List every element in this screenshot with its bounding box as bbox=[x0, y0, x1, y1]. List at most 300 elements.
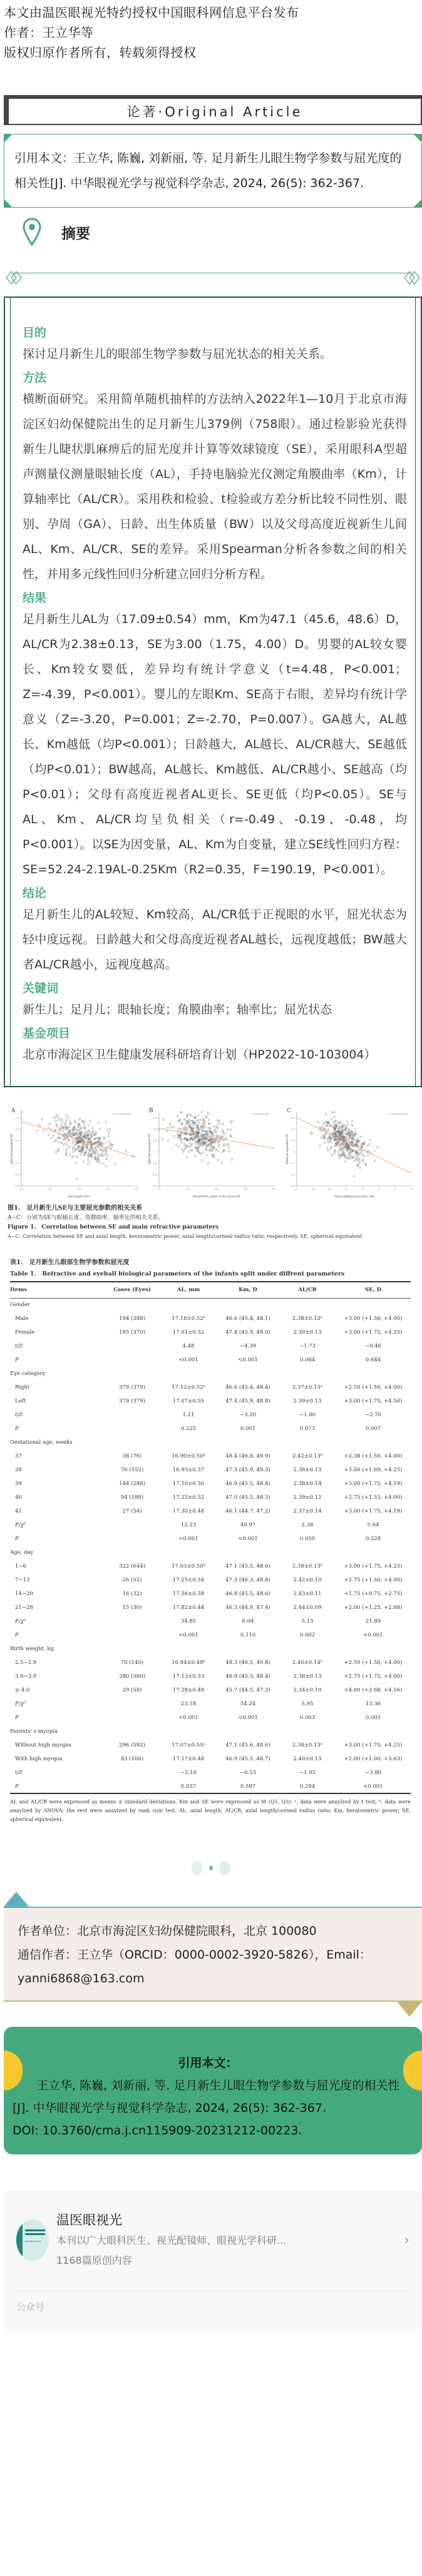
x-tick-label: 3.0 bbox=[394, 1188, 398, 1190]
table-cell: 17.22±0.52 bbox=[172, 1494, 205, 1501]
table-group-row bbox=[10, 1725, 411, 1738]
table-cell: 296 (592) bbox=[119, 1742, 145, 1748]
data-point bbox=[217, 1127, 219, 1129]
data-point bbox=[202, 1122, 204, 1124]
author-affiliation: 作者单位：北京市海淀区妇幼保健院眼科，北京 100080 bbox=[18, 1924, 317, 1938]
data-point bbox=[54, 1141, 56, 1143]
table-cell: +2.50 (+1.50, +4.00) bbox=[344, 1384, 403, 1391]
data-point bbox=[95, 1149, 97, 1150]
table-cell bbox=[160, 1725, 217, 1738]
data-point bbox=[337, 1154, 339, 1155]
data-point bbox=[230, 1136, 232, 1138]
data-point bbox=[214, 1139, 216, 1141]
data-point bbox=[103, 1148, 105, 1150]
data-point bbox=[218, 1142, 220, 1143]
data-point bbox=[208, 1113, 210, 1115]
table-cell bbox=[104, 1408, 160, 1422]
data-point bbox=[324, 1135, 326, 1137]
data-point bbox=[54, 1117, 56, 1118]
y-tick-label: -2.00 bbox=[152, 1162, 157, 1165]
data-point bbox=[355, 1155, 357, 1157]
data-point bbox=[72, 1132, 74, 1133]
data-point bbox=[41, 1118, 43, 1120]
data-point bbox=[332, 1126, 334, 1128]
table-cell: 21.89 bbox=[365, 1618, 381, 1625]
data-point bbox=[211, 1155, 213, 1157]
data-point bbox=[327, 1139, 329, 1141]
table-cell bbox=[104, 1780, 160, 1793]
data-point bbox=[80, 1128, 81, 1130]
data-point bbox=[205, 1117, 207, 1118]
data-point bbox=[364, 1149, 366, 1150]
table-cell bbox=[336, 1436, 411, 1449]
data-point bbox=[344, 1129, 346, 1131]
table-stat-row bbox=[10, 1697, 411, 1711]
data-point bbox=[221, 1129, 223, 1131]
data-point bbox=[219, 1123, 220, 1125]
table-cell: 2.39±0.13 bbox=[293, 1398, 322, 1404]
data-point bbox=[79, 1146, 81, 1148]
data-point bbox=[177, 1137, 179, 1138]
data-point bbox=[71, 1138, 73, 1140]
data-point bbox=[202, 1152, 203, 1154]
data-point bbox=[190, 1145, 192, 1147]
data-point bbox=[163, 1118, 165, 1120]
table-cell bbox=[104, 1628, 160, 1642]
table-cell: 2.38±0.13 bbox=[293, 1673, 322, 1680]
table-1 bbox=[10, 1257, 411, 1824]
section-text: 北京市海淀区卫生健康发展科研培育计划（HP2022-10-103004） bbox=[23, 1048, 376, 1062]
data-point bbox=[210, 1135, 212, 1137]
table-cell: <0.001 bbox=[178, 1715, 198, 1721]
table-cell: <0.001 bbox=[238, 1536, 258, 1542]
data-point bbox=[322, 1125, 324, 1127]
author-info-box bbox=[4, 1892, 422, 2017]
data-point bbox=[339, 1145, 341, 1147]
data-point bbox=[326, 1147, 328, 1149]
table-cell: 17.03±0.50ᵇ bbox=[172, 1563, 205, 1569]
table-cell: 2.42±0.13ᵇ bbox=[292, 1453, 323, 1459]
table-cell: <0.001 bbox=[238, 1357, 258, 1363]
table-cell: <0.001 bbox=[363, 1783, 383, 1790]
data-point bbox=[53, 1135, 54, 1137]
x-tick-label: 2.4 bbox=[344, 1188, 348, 1190]
column-header: Cases (Eyes) bbox=[104, 1282, 160, 1298]
data-point bbox=[188, 1121, 190, 1123]
data-point bbox=[344, 1148, 346, 1150]
data-point bbox=[219, 1136, 220, 1138]
table-cell: 47.1 (45.5, 48.6) bbox=[225, 1563, 270, 1569]
data-point bbox=[374, 1160, 376, 1162]
data-point bbox=[192, 1124, 194, 1126]
table-cell: <0.001 bbox=[178, 1357, 198, 1363]
table-cell: 83 (166) bbox=[120, 1756, 144, 1762]
data-point bbox=[368, 1155, 369, 1157]
table-cell: 48.3 (46.5, 49.8) bbox=[225, 1660, 270, 1666]
table-row bbox=[10, 1477, 411, 1491]
data-point bbox=[215, 1131, 217, 1133]
data-point bbox=[331, 1118, 332, 1120]
data-point bbox=[72, 1142, 74, 1144]
table-cell: +3.00 (+1.56, +4.00) bbox=[344, 1316, 403, 1322]
table-stat-row bbox=[10, 1615, 411, 1628]
data-point bbox=[354, 1128, 356, 1130]
data-point bbox=[63, 1143, 64, 1145]
data-point bbox=[373, 1150, 375, 1152]
data-point bbox=[86, 1132, 88, 1133]
diamond-ornament-icon bbox=[5, 270, 24, 287]
data-point bbox=[228, 1146, 230, 1148]
table-cell: 17.82±0.44 bbox=[172, 1605, 205, 1611]
location-pin-icon bbox=[23, 218, 41, 246]
data-point bbox=[91, 1127, 93, 1129]
data-point bbox=[73, 1156, 75, 1158]
data-point bbox=[177, 1133, 178, 1135]
data-point bbox=[58, 1142, 60, 1143]
data-point bbox=[208, 1133, 210, 1135]
account-name: 温医眼视光 bbox=[56, 2213, 122, 2228]
data-point bbox=[89, 1133, 91, 1135]
table-cell: 37 bbox=[15, 1453, 22, 1459]
table-cell: +3.00 (+1.75, +4.50) bbox=[344, 1398, 403, 1404]
table-cell: 2.39±0.12 bbox=[293, 1494, 322, 1501]
table-cell: 194 (388) bbox=[119, 1316, 145, 1322]
table-cell: −4.39 bbox=[239, 1343, 257, 1349]
data-point bbox=[205, 1154, 207, 1156]
data-point bbox=[64, 1123, 66, 1125]
data-point bbox=[56, 1125, 58, 1127]
data-point bbox=[195, 1143, 197, 1145]
data-point bbox=[202, 1125, 204, 1127]
data-table bbox=[10, 1281, 411, 1794]
column-header: Km, D bbox=[217, 1282, 279, 1298]
data-point bbox=[207, 1162, 209, 1164]
table-stat-row bbox=[10, 1628, 411, 1642]
data-point bbox=[224, 1133, 225, 1135]
y-tick-label: 6.00 bbox=[15, 1117, 19, 1120]
data-point bbox=[208, 1123, 210, 1125]
data-point bbox=[90, 1135, 92, 1137]
table-cell bbox=[160, 1546, 217, 1559]
chevron-right-icon[interactable]: › bbox=[404, 2232, 409, 2248]
table-cell: 47.4 (45.9, 49.0) bbox=[225, 1329, 270, 1336]
data-point bbox=[334, 1152, 336, 1154]
data-point bbox=[367, 1145, 369, 1147]
figure-caption-en: Figure 1. Correlation between SE and main refractive parameters bbox=[8, 1224, 219, 1230]
section-text: 新生儿；足月儿；眼轴长度；角膜曲率；轴率比；屈光状态 bbox=[23, 1003, 332, 1017]
data-point bbox=[105, 1165, 107, 1167]
data-point bbox=[81, 1152, 83, 1154]
table-cell: 41 bbox=[15, 1508, 22, 1514]
data-point bbox=[61, 1142, 63, 1143]
y-axis-label: Spherical equivalent (D) bbox=[10, 1133, 13, 1165]
table-cell: Left bbox=[15, 1398, 26, 1404]
data-point bbox=[178, 1128, 180, 1130]
table-cell: 47.1 (45.6, 48.6) bbox=[225, 1742, 270, 1748]
table-cell bbox=[217, 1725, 279, 1738]
table-cell: 14−20 bbox=[15, 1591, 33, 1597]
data-point bbox=[98, 1122, 100, 1124]
data-point bbox=[360, 1151, 362, 1153]
table-cell bbox=[104, 1298, 160, 1312]
data-point bbox=[105, 1121, 107, 1123]
table-cell: −3.20 bbox=[239, 1412, 257, 1418]
intro-block bbox=[0, 0, 422, 63]
table-cell: Parents' s myopia bbox=[10, 1728, 58, 1735]
x-tick-label: 19.0 bbox=[134, 1188, 139, 1190]
data-point bbox=[180, 1139, 182, 1141]
y-tick-label: -4.00 bbox=[14, 1173, 19, 1176]
table-cell: 47.4 (45.9, 48.8) bbox=[225, 1398, 270, 1404]
data-point bbox=[346, 1157, 348, 1159]
table-cell: 2.43±0.11 bbox=[293, 1591, 322, 1597]
table-row bbox=[10, 1463, 411, 1477]
data-point bbox=[201, 1112, 203, 1113]
data-point bbox=[66, 1115, 68, 1117]
data-point bbox=[84, 1120, 86, 1122]
table-cell: 38 (76) bbox=[122, 1453, 142, 1459]
corner-decoration bbox=[413, 134, 422, 143]
data-point bbox=[184, 1145, 186, 1147]
table-stat-row bbox=[10, 1353, 411, 1367]
data-point bbox=[181, 1148, 183, 1150]
data-point bbox=[213, 1125, 215, 1127]
table-cell bbox=[160, 1298, 217, 1312]
abstract-section-conclusion bbox=[23, 885, 407, 977]
table-cell: 1.21 bbox=[182, 1412, 195, 1418]
table-cell: 21−28 bbox=[15, 1605, 33, 1611]
data-point bbox=[106, 1129, 108, 1131]
article-type-label: 论著·Original Article bbox=[126, 104, 303, 119]
table-cell bbox=[279, 1367, 336, 1381]
table-cell: 144 (288) bbox=[119, 1481, 145, 1487]
table-cell: 280 (560) bbox=[119, 1673, 145, 1680]
data-point bbox=[189, 1113, 191, 1115]
correlation-annotation: r=-0.19 P<0.001 bbox=[250, 1113, 269, 1115]
table-cell: −3.80 bbox=[364, 1770, 382, 1776]
data-point bbox=[56, 1124, 58, 1126]
data-point bbox=[63, 1138, 64, 1140]
citation-box-top bbox=[4, 134, 422, 208]
data-point bbox=[339, 1140, 341, 1142]
data-point bbox=[230, 1122, 232, 1123]
table-cell: +3.00 (+1.75, +4.19) bbox=[344, 1508, 403, 1514]
data-point bbox=[198, 1151, 200, 1153]
table-cell bbox=[104, 1339, 160, 1353]
data-point bbox=[177, 1115, 179, 1117]
table-cell: 0.002 bbox=[299, 1632, 316, 1638]
table-cell: 17.30±0.48 bbox=[172, 1508, 205, 1514]
table-cell: Age, day bbox=[10, 1549, 34, 1556]
account-card[interactable] bbox=[4, 2191, 422, 2331]
data-point bbox=[93, 1152, 95, 1154]
abstract-section-keywords bbox=[23, 980, 407, 1022]
table-cell bbox=[104, 1546, 160, 1559]
table-cell: 46.9 (45.5, 48.4) bbox=[225, 1673, 270, 1680]
data-point bbox=[76, 1135, 78, 1137]
data-point bbox=[207, 1127, 209, 1128]
table-footnote: AL and AL/CR were expressed as means ± standard deviations, Km and SE were expressed as M (Q1, Q3). ᵃ, data were anaylzed by t test; ᵇ, data were anaylzed by ANOVA; the rest were anaylzed by rank sum test. AL, axial length; AL/CR, axial length/corneal radius ratio; Km, keratometric power; SE, spherical equivalent. bbox=[10, 1799, 411, 1822]
column-header: SE, D bbox=[336, 1282, 411, 1298]
data-point bbox=[356, 1138, 358, 1140]
data-point bbox=[69, 1126, 71, 1128]
data-point bbox=[64, 1126, 66, 1128]
intro-line-copyright: 版权归原作者所有，转载须得授权 bbox=[4, 45, 197, 60]
data-point bbox=[43, 1130, 44, 1132]
data-point bbox=[125, 1150, 127, 1152]
data-point bbox=[353, 1160, 355, 1162]
table-cell bbox=[217, 1642, 279, 1656]
table-cell bbox=[160, 1436, 217, 1449]
data-point bbox=[359, 1160, 361, 1162]
x-tick-label: 45.0 bbox=[185, 1188, 190, 1190]
data-point bbox=[328, 1128, 330, 1130]
table-cell: 0.007 bbox=[365, 1426, 381, 1432]
table-cell: 2.44±0.09 bbox=[293, 1605, 322, 1611]
data-point bbox=[230, 1135, 232, 1137]
table-cell: +1.75 (+0.75, +2.75) bbox=[344, 1591, 403, 1597]
table-row bbox=[10, 1656, 411, 1670]
x-tick-label: 16.0 bbox=[48, 1188, 53, 1190]
data-point bbox=[216, 1125, 218, 1127]
data-point bbox=[339, 1157, 341, 1159]
data-point bbox=[87, 1164, 89, 1165]
data-point bbox=[58, 1137, 60, 1138]
table-cell: 12.23 bbox=[180, 1522, 197, 1528]
y-tick-label: 6.00 bbox=[153, 1117, 157, 1120]
data-point bbox=[349, 1141, 351, 1143]
data-point bbox=[105, 1142, 107, 1143]
data-point bbox=[222, 1123, 224, 1125]
data-point bbox=[321, 1137, 322, 1138]
data-point bbox=[55, 1151, 57, 1153]
table-cell: <0.001 bbox=[238, 1715, 258, 1721]
table-cell: 2.34±0.10 bbox=[293, 1687, 322, 1693]
data-point bbox=[221, 1162, 223, 1164]
data-point bbox=[55, 1139, 57, 1141]
table-cell: 46.9 (45.5, 48.7) bbox=[225, 1756, 270, 1762]
table-cell: +4.00 (+2.68, +4.56) bbox=[344, 1687, 403, 1693]
data-point bbox=[321, 1127, 322, 1129]
table-cell: P bbox=[15, 1426, 19, 1432]
data-point bbox=[68, 1117, 69, 1119]
table-cell: <0.001 bbox=[178, 1632, 198, 1638]
data-point bbox=[101, 1145, 103, 1147]
data-point bbox=[196, 1148, 198, 1150]
data-point bbox=[167, 1130, 168, 1132]
data-point bbox=[183, 1143, 185, 1145]
data-point bbox=[333, 1122, 335, 1124]
x-tick-label: 1.8 bbox=[295, 1188, 299, 1190]
data-point bbox=[226, 1144, 228, 1146]
corner-decoration bbox=[4, 134, 13, 143]
table-cell: −1.05 bbox=[299, 1770, 316, 1776]
table-cell: 2.39±0.13 bbox=[293, 1329, 322, 1336]
data-point bbox=[101, 1149, 103, 1151]
table-cell: t/Z bbox=[15, 1343, 23, 1349]
table-cell: Without high myopia bbox=[15, 1742, 71, 1748]
data-point bbox=[96, 1137, 98, 1139]
section-text: 探讨足月新生儿的眼部生物学参数与屈光状态的相关关系。 bbox=[23, 347, 332, 361]
table-cell bbox=[279, 1298, 336, 1312]
table-cell: Female bbox=[15, 1329, 35, 1336]
data-point bbox=[215, 1149, 217, 1150]
table-cell: 13.36 bbox=[365, 1701, 381, 1707]
table-cell bbox=[336, 1367, 411, 1381]
data-point bbox=[101, 1142, 103, 1144]
data-point bbox=[188, 1151, 190, 1153]
carousel-dots bbox=[0, 1860, 422, 1875]
data-point bbox=[210, 1147, 212, 1149]
table-cell: 47.3 (45.9, 49.3) bbox=[225, 1467, 270, 1473]
y-tick-label: 0 bbox=[156, 1150, 157, 1154]
data-point bbox=[194, 1155, 196, 1157]
section-heading: 基金项目 bbox=[23, 1027, 71, 1040]
scatter-plot-a bbox=[8, 1106, 140, 1200]
data-point bbox=[201, 1160, 203, 1162]
table-row bbox=[10, 1449, 411, 1463]
table-stat-row bbox=[10, 1339, 411, 1353]
y-tick-label: -2.00 bbox=[290, 1162, 295, 1165]
table-cell bbox=[104, 1422, 160, 1436]
data-point bbox=[217, 1150, 219, 1152]
table-stat-row bbox=[10, 1766, 411, 1780]
table-cell bbox=[104, 1518, 160, 1532]
data-point bbox=[83, 1149, 85, 1151]
data-point bbox=[362, 1154, 364, 1155]
data-point bbox=[346, 1155, 347, 1157]
data-point bbox=[359, 1167, 361, 1169]
table-cell: +3.00 (+1.75, +4.25) bbox=[344, 1742, 403, 1748]
table-cell: +2.75 (+1.50, +4.00) bbox=[344, 1577, 403, 1583]
data-point bbox=[76, 1156, 78, 1158]
table-cell: +3.00 (+1.75, +4.25) bbox=[344, 1563, 403, 1569]
table-cell: 17.12±0.52ᵃ bbox=[172, 1384, 205, 1391]
table-row bbox=[10, 1738, 411, 1752]
reference-heading: 引用本文： bbox=[178, 2056, 238, 2070]
table-group-row bbox=[10, 1367, 411, 1381]
table-row bbox=[10, 1312, 411, 1326]
data-point bbox=[358, 1154, 359, 1156]
figure-subcaption-en: A−C: Correlation between SE and axial length, keratometric power, axial length/corneal radius ratio, respectively. SE, spherical equivalent. bbox=[8, 1234, 364, 1239]
data-point bbox=[106, 1155, 108, 1157]
table-cell: 17.10±0.50 bbox=[172, 1481, 205, 1487]
table-cell: Birth weight, kg bbox=[10, 1646, 54, 1652]
table-stat-row bbox=[10, 1532, 411, 1546]
table-cell: 16.93±0.57 bbox=[172, 1467, 205, 1473]
table-cell: 46.8 (45.5, 48.6) bbox=[225, 1591, 270, 1597]
x-tick-label: 40.0 bbox=[157, 1188, 162, 1190]
data-point bbox=[203, 1122, 205, 1124]
table-cell: 0.597 bbox=[240, 1783, 256, 1790]
data-point bbox=[231, 1159, 233, 1160]
data-point bbox=[222, 1145, 224, 1147]
x-tick-label: 17.0 bbox=[76, 1188, 81, 1190]
data-point bbox=[71, 1156, 73, 1158]
table-cell: 2.38±0.13ᵇ bbox=[292, 1563, 323, 1569]
table-group-row bbox=[10, 1642, 411, 1656]
data-point bbox=[66, 1127, 68, 1129]
table-cell: 5.95 bbox=[301, 1701, 314, 1707]
correlation-annotation: r=-0.48 P<0.001 bbox=[388, 1113, 407, 1115]
data-point bbox=[217, 1159, 219, 1161]
table-cell: 17.56±0.58 bbox=[172, 1591, 205, 1597]
dot-decoration bbox=[192, 1861, 203, 1875]
data-point bbox=[108, 1132, 110, 1134]
data-point bbox=[329, 1141, 331, 1143]
table-cell bbox=[279, 1436, 336, 1449]
table-cell bbox=[104, 1711, 160, 1725]
